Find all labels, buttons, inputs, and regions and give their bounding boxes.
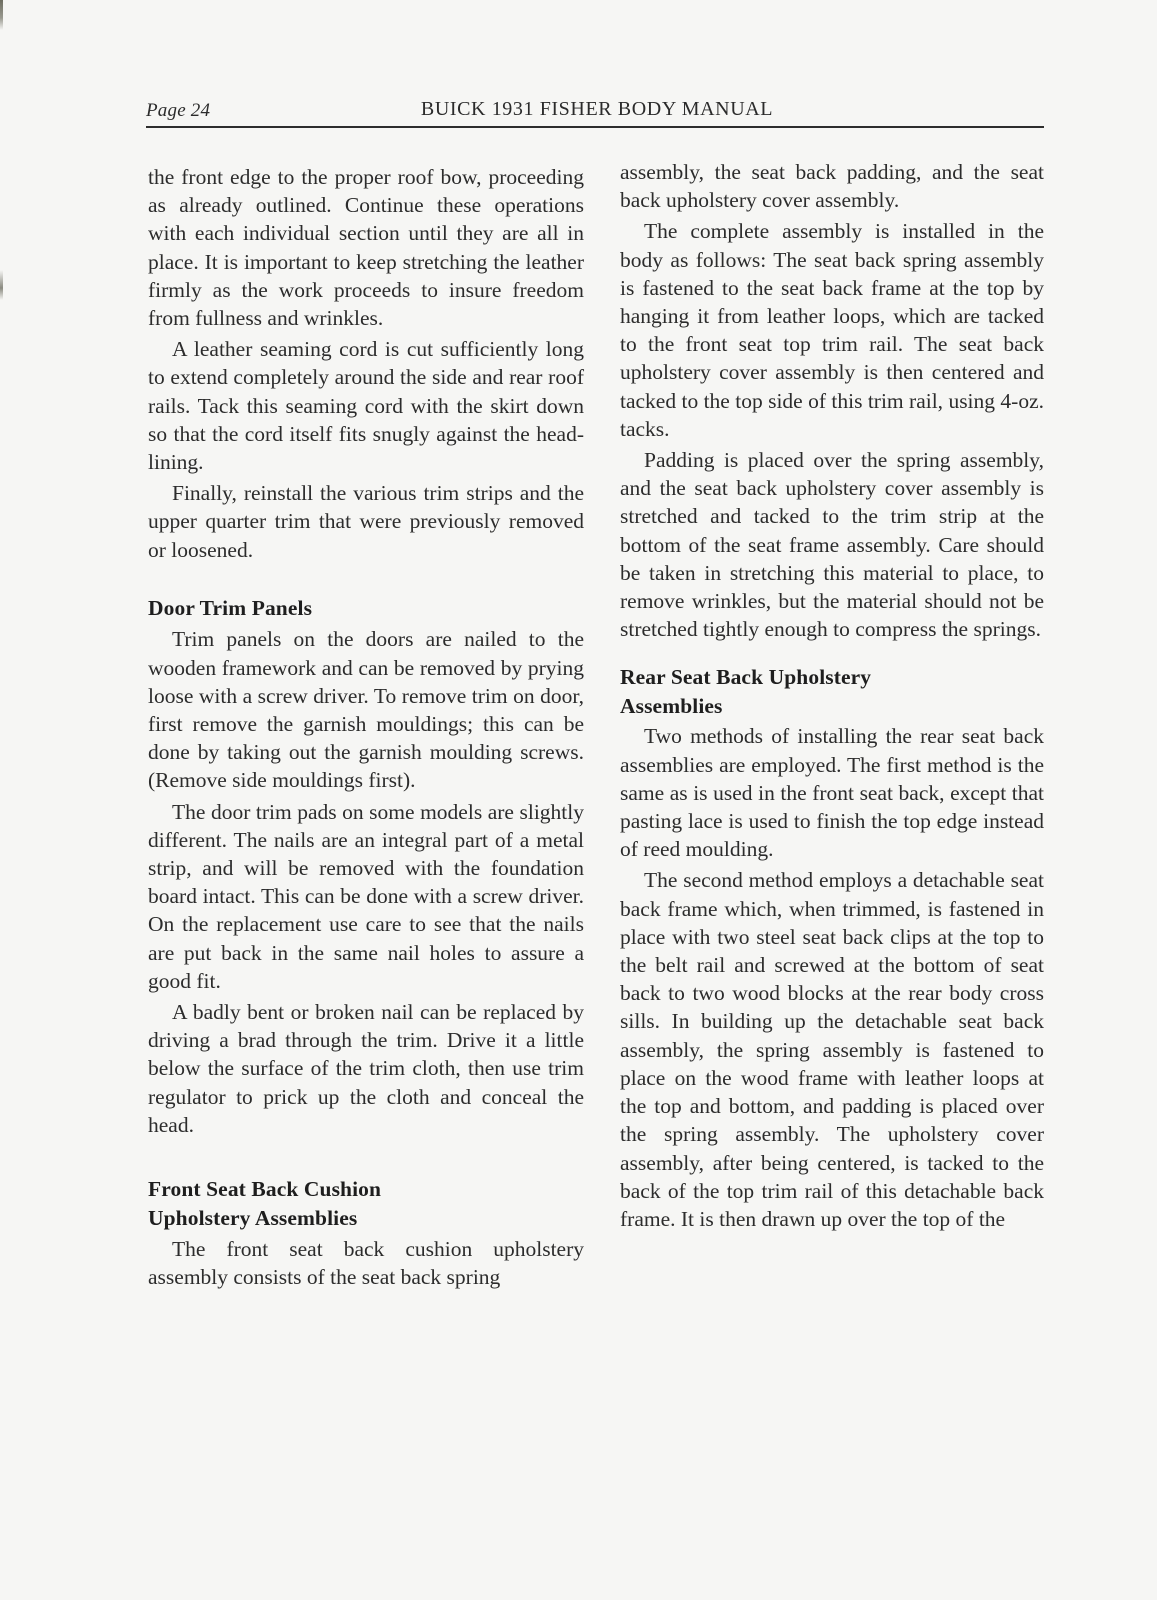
paragraph: Two methods of installing the rear seat back assemblies are employed. The first method is the same as is used in the front seat back, except that pasting lace is used to finish the top edge instead of reed moulding. bbox=[620, 724, 1044, 862]
paragraph: The second method employs a detachable seat back frame which, when trimmed, is fastened in place with two steel seat back clips at the top to the belt rail and screwed at the bottom of seat back to two wood blocks at the rear body cross sills. In building up the detachable seat back assembly, the spring assembly is fastened to place on the wood frame with leather loops at the top and bottom, and padding is placed over the spring assembly. The upholstery cover assembly, after being centered, is tacked to the back of the top trim rail of this detachable back frame. It is then drawn up over the top of the bbox=[620, 868, 1044, 1231]
section-heading-front-seat-back bbox=[148, 1175, 584, 1232]
paragraph: assembly, the seat back padding, and the seat back upholstery cover assembly. bbox=[620, 160, 1044, 213]
section-heading-door-trim-panels: Door Trim Panels bbox=[148, 595, 313, 620]
heading-line: Assemblies bbox=[620, 693, 723, 718]
left-column bbox=[148, 163, 584, 1294]
paragraph: The complete assembly is installed in the body as follows: The seat back spring assembly is fastened to the seat back frame at the top by hanging it from leather loops, which are tacked to the front seat top trim rail. The seat back upholstery cover assembly is then centered and tacked to the top side of this trim rail, using 4-oz. tacks. bbox=[620, 219, 1044, 441]
paragraph: The door trim pads on some models are slightly different. The nails are an integral part of a metal strip, and will be removed with the foundation board intact. This can be done with a screw driver. On the replacement use care to see that the nails are put back in the same nail holes to assure a good fit. bbox=[148, 799, 584, 993]
running-title: BUICK 1931 FISHER BODY MANUAL bbox=[420, 98, 774, 120]
page-header bbox=[146, 98, 1044, 128]
paragraph: Trim panels on the doors are nailed to the wooden framework and can be removed by prying loose with a screw driver. To remove trim on door, first remove the garnish mouldings; this can be done by taking out the garnish moulding screws. (Remove side mouldings first). bbox=[148, 627, 584, 793]
section-heading-rear-seat-back bbox=[620, 663, 1044, 720]
paragraph: A leather seaming cord is cut sufficiently long to extend completely around the side and rear roof rails. Tack this seaming cord with the skirt down so that the cord itself fits snugly against the headlining. bbox=[148, 337, 584, 475]
paragraph: the front edge to the proper roof bow, proceeding as already outlined. Continue these operations with each individual section until they are all in place. It is important to keep stretching the leather firmly as the work proceeds to insure freedom from fullness and wrinkles. bbox=[148, 165, 584, 331]
right-column bbox=[620, 158, 1044, 1236]
page-number: Page 24 bbox=[146, 100, 211, 121]
paragraph: A badly bent or broken nail can be replaced by driving a brad through the trim. Drive it a little below the surface of the trim cloth, then use trim regulator to prick up the cloth and conceal the head. bbox=[148, 999, 584, 1137]
heading-line: Front Seat Back Cushion bbox=[148, 1177, 382, 1201]
paragraph: Padding is placed over the spring assembly, and the seat back upholstery cover assembly is stretched and tacked to the trim strip at the bottom of the seat frame assembly. Care should be taken in stretching this material to place, to remove wrinkles, but the material should not be stretched tightly enough to compress the springs. bbox=[620, 448, 1044, 642]
paragraph: Finally, reinstall the various trim strips and the upper quarter trim that were previously removed or loosened. bbox=[148, 481, 584, 562]
heading-line: Rear Seat Back Upholstery bbox=[620, 665, 872, 690]
page-binding-edge bbox=[0, 0, 3, 300]
heading-line: Upholstery Assemblies bbox=[148, 1205, 358, 1230]
paragraph: The front seat back cushion upholstery assembly consists of the seat back spring bbox=[148, 1237, 584, 1290]
